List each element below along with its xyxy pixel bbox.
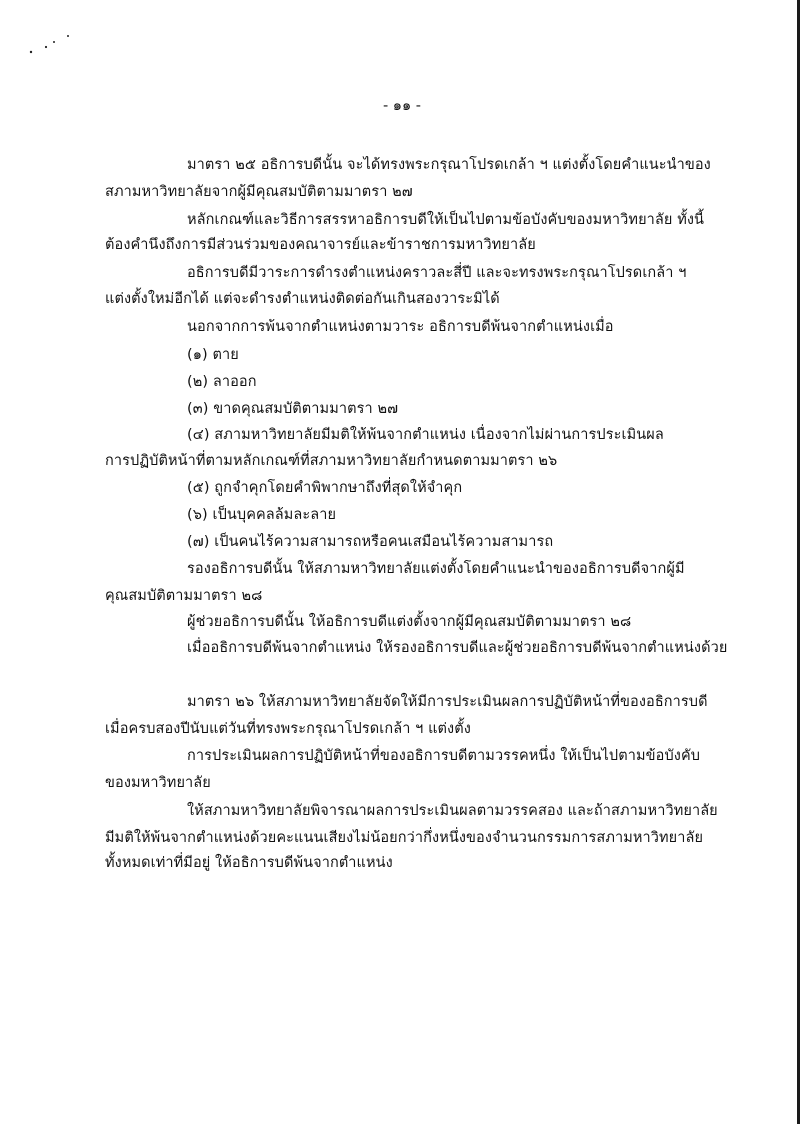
list-item: (๑) ตาย [187, 347, 239, 363]
list-item: (๖) เป็นบุคคลล้มละลาย [187, 507, 337, 523]
paragraph-line: แต่งตั้งใหม่อีกได้ แต่จะดำรงตำแหน่งติดต่อกันเกินสองวาระมิได้ [105, 291, 500, 307]
paragraph-line: มาตรา ๒๖ ให้สภามหาวิทยาลัยจัดให้มีการประเมินผลการปฏิบัติหน้าที่ของอธิการบดี [187, 694, 708, 710]
list-item: (๕) ถูกจำคุกโดยคำพิพากษาถึงที่สุดให้จำคุก [187, 480, 463, 496]
paragraph-line: เมื่ออธิการบดีพ้นจากตำแหน่ง ให้รองอธิการบดีและผู้ช่วยอธิการบดีพ้นจากตำแหน่งด้วย [187, 640, 728, 656]
paragraph-line: การประเมินผลการปฏิบัติหน้าที่ของอธิการบดีตามวรรคหนึ่ง ให้เป็นไปตามข้อบังคับ [187, 748, 701, 764]
list-item: (๔) สภามหาวิทยาลัยมีมติให้พ้นจากตำแหน่ง เนื่องจากไม่ผ่านการประเมินผล [187, 427, 664, 443]
paragraph-line: มาตรา ๒๕ อธิการบดีนั้น จะได้ทรงพระกรุณาโปรดเกล้า ฯ แต่งตั้งโดยคำแนะนำของ [187, 157, 711, 173]
list-item: (๓) ขาดคุณสมบัติตามมาตรา ๒๗ [187, 401, 399, 417]
list-item: (๒) ลาออก [187, 374, 257, 390]
paragraph-line: ของมหาวิทยาลัย [105, 775, 211, 791]
paragraph-line: คุณสมบัติตามมาตรา ๒๘ [105, 588, 263, 604]
paragraph-line: รองอธิการบดีนั้น ให้สภามหาวิทยาลัยแต่งตั้งโดยคำแนะนำของอธิการบดีจากผู้มี [187, 561, 685, 577]
paragraph-line: สภามหาวิทยาลัยจากผู้มีคุณสมบัติตามมาตรา ๒๗ [105, 184, 413, 200]
list-item: (๗) เป็นคนไร้ความสามารถหรือคนเสมือนไร้ความสามารถ [187, 534, 554, 550]
paragraph-line: ให้สภามหาวิทยาลัยพิจารณาผลการประเมินผลตามวรรคสอง และถ้าสภามหาวิทยาลัย [187, 803, 718, 819]
scan-specks [28, 30, 88, 60]
paragraph-line: อธิการบดีมีวาระการดำรงตำแหน่งคราวละสี่ปี และจะทรงพระกรุณาโปรดเกล้า ฯ [187, 265, 687, 281]
paragraph-line: ทั้งหมดเท่าที่มีอยู่ ให้อธิการบดีพ้นจากตำแหน่ง [105, 855, 393, 871]
page-number: - ๑๑ - [382, 98, 422, 114]
paragraph-line: นอกจากการพ้นจากตำแหน่งตามวาระ อธิการบดีพ้นจากตำแหน่งเมื่อ [187, 319, 614, 335]
paragraph-line: มีมติให้พ้นจากตำแหน่งด้วยคะแนนเสียงไม่น้อยกว่ากึ่งหนึ่งของจำนวนกรรมการสภามหาวิทยาลัย [105, 830, 704, 846]
paragraph-line: หลักเกณฑ์และวิธีการสรรหาอธิการบดีให้เป็นไปตามข้อบังคับของมหาวิทยาลัย ทั้งนี้ [187, 212, 705, 228]
paragraph-line: ต้องคำนึงถึงการมีส่วนร่วมของคณาจารย์และข้าราชการมหาวิทยาลัย [105, 237, 536, 253]
paragraph-line: เมื่อครบสองปีนับแต่วันที่ทรงพระกรุณาโปรดเกล้า ฯ แต่งตั้ง [105, 721, 471, 737]
paragraph-line: ผู้ช่วยอธิการบดีนั้น ให้อธิการบดีแต่งตั้งจากผู้มีคุณสมบัติตามมาตรา ๒๘ [187, 614, 632, 630]
list-item-continuation: การปฏิบัติหน้าที่ตามหลักเกณฑ์ที่สภามหาวิทยาลัยกำหนดตามมาตรา ๒๖ [105, 453, 558, 469]
